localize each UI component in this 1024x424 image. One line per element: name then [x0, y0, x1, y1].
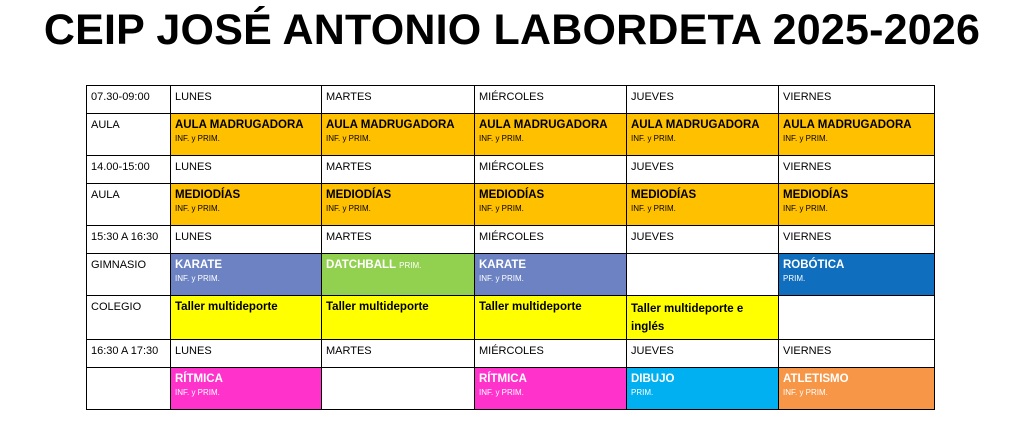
day-header-miercoles: MIÉRCOLES — [475, 340, 627, 368]
activity-group: INF. y PRIM. — [326, 204, 371, 213]
activity-cell-karate — [475, 254, 627, 296]
day-header-jueves: JUEVES — [627, 156, 779, 184]
time-label: 16:30 A 17:30 — [87, 340, 171, 368]
activity-title: Taller multideporte — [326, 301, 429, 313]
activity-group: INF. y PRIM. — [175, 388, 220, 397]
location-label: AULA — [87, 184, 171, 226]
day-header-viernes: VIERNES — [779, 226, 935, 254]
activity-title: ATLETISMO — [783, 373, 849, 385]
day-header-lunes: LUNES — [171, 156, 322, 184]
activity-cell — [779, 114, 935, 156]
activity-title: KARATE — [175, 259, 223, 271]
activity-cell-atletismo — [779, 368, 935, 410]
location-label: COLEGIO — [87, 296, 171, 340]
day-header-martes: MARTES — [322, 340, 475, 368]
table-row — [87, 296, 935, 340]
activity-group: INF. y PRIM. — [175, 274, 220, 283]
activity-group: PRIM. — [399, 261, 422, 270]
activity-title: MEDIODÍAS — [479, 189, 545, 201]
table-row — [87, 368, 935, 410]
day-header-miercoles: MIÉRCOLES — [475, 86, 627, 114]
page-title: CEIP JOSÉ ANTONIO LABORDETA 2025-2026 — [43, 6, 981, 54]
empty-cell — [322, 368, 475, 410]
day-header-jueves: JUEVES — [627, 86, 779, 114]
activity-title: MEDIODÍAS — [175, 189, 241, 201]
activity-cell — [779, 184, 935, 226]
location-label — [87, 368, 171, 410]
activity-group: INF. y PRIM. — [326, 134, 371, 143]
activity-cell — [475, 184, 627, 226]
activity-cell-multideporte-ingles — [627, 296, 779, 340]
time-label: 07.30-09:00 — [87, 86, 171, 114]
activity-cell — [627, 114, 779, 156]
table-row — [87, 254, 935, 296]
activity-group: INF. y PRIM. — [479, 204, 524, 213]
activity-group: INF. y PRIM. — [631, 204, 676, 213]
activity-cell-multideporte — [322, 296, 475, 340]
activity-group: INF. y PRIM. — [479, 134, 524, 143]
activity-cell-dibujo — [627, 368, 779, 410]
activity-cell-karate — [171, 254, 322, 296]
activity-title: MEDIODÍAS — [783, 189, 849, 201]
day-header-viernes: VIERNES — [779, 86, 935, 114]
day-header-lunes: LUNES — [171, 340, 322, 368]
activity-title: KARATE — [479, 259, 527, 271]
activity-cell — [171, 184, 322, 226]
activity-title: RÍTMICA — [175, 373, 223, 385]
activity-group: PRIM. — [631, 388, 654, 397]
time-label: 15:30 A 16:30 — [87, 226, 171, 254]
empty-cell — [779, 296, 935, 340]
time-label: 14.00-15:00 — [87, 156, 171, 184]
activity-cell — [627, 184, 779, 226]
activity-cell — [475, 114, 627, 156]
activity-title: AULA MADRUGADORA — [783, 119, 912, 131]
day-header-martes: MARTES — [322, 226, 475, 254]
activity-title: DATCHBALL — [326, 259, 397, 271]
activity-cell-multideporte — [475, 296, 627, 340]
activity-title: ROBÓTICA — [783, 259, 845, 271]
activity-group: PRIM. — [783, 274, 806, 283]
activity-group: INF. y PRIM. — [175, 134, 220, 143]
activity-title: AULA MADRUGADORA — [326, 119, 455, 131]
activity-group: INF. y PRIM. — [783, 204, 828, 213]
activity-title: Taller multideporte — [479, 301, 582, 313]
schedule-table — [86, 85, 935, 410]
day-header-miercoles: MIÉRCOLES — [475, 156, 627, 184]
empty-cell — [627, 254, 779, 296]
day-header-miercoles: MIÉRCOLES — [475, 226, 627, 254]
table-row — [87, 184, 935, 226]
location-label: AULA — [87, 114, 171, 156]
activity-title: AULA MADRUGADORA — [479, 119, 608, 131]
location-label: GIMNASIO — [87, 254, 171, 296]
activity-title: AULA MADRUGADORA — [175, 119, 304, 131]
activity-group: INF. y PRIM. — [479, 388, 524, 397]
activity-cell-datchball — [322, 254, 475, 296]
activity-title: Taller multideporte — [175, 301, 278, 313]
activity-title: MEDIODÍAS — [326, 189, 392, 201]
day-header-martes: MARTES — [322, 86, 475, 114]
activity-cell — [171, 114, 322, 156]
table-row — [87, 86, 935, 114]
activity-cell — [322, 114, 475, 156]
table-row — [87, 226, 935, 254]
day-header-jueves: JUEVES — [627, 340, 779, 368]
activity-title: MEDIODÍAS — [631, 189, 697, 201]
day-header-viernes: VIERNES — [779, 156, 935, 184]
day-header-martes: MARTES — [322, 156, 475, 184]
table-row — [87, 340, 935, 368]
table-row — [87, 156, 935, 184]
activity-group: INF. y PRIM. — [631, 134, 676, 143]
activity-title: AULA MADRUGADORA — [631, 119, 760, 131]
activity-cell-multideporte — [171, 296, 322, 340]
activity-group: INF. y PRIM. — [175, 204, 220, 213]
day-header-lunes: LUNES — [171, 86, 322, 114]
activity-title: RÍTMICA — [479, 373, 527, 385]
day-header-lunes: LUNES — [171, 226, 322, 254]
activity-group: INF. y PRIM. — [479, 274, 524, 283]
activity-cell-robotica — [779, 254, 935, 296]
activity-group: INF. y PRIM. — [783, 134, 828, 143]
activity-title: Taller multideporte e inglés — [631, 303, 744, 333]
day-header-viernes: VIERNES — [779, 340, 935, 368]
activity-title: DIBUJO — [631, 373, 675, 385]
table-row — [87, 114, 935, 156]
activity-group: INF. y PRIM. — [783, 388, 828, 397]
activity-cell-ritmica — [475, 368, 627, 410]
activity-cell-ritmica — [171, 368, 322, 410]
activity-cell — [322, 184, 475, 226]
day-header-jueves: JUEVES — [627, 226, 779, 254]
